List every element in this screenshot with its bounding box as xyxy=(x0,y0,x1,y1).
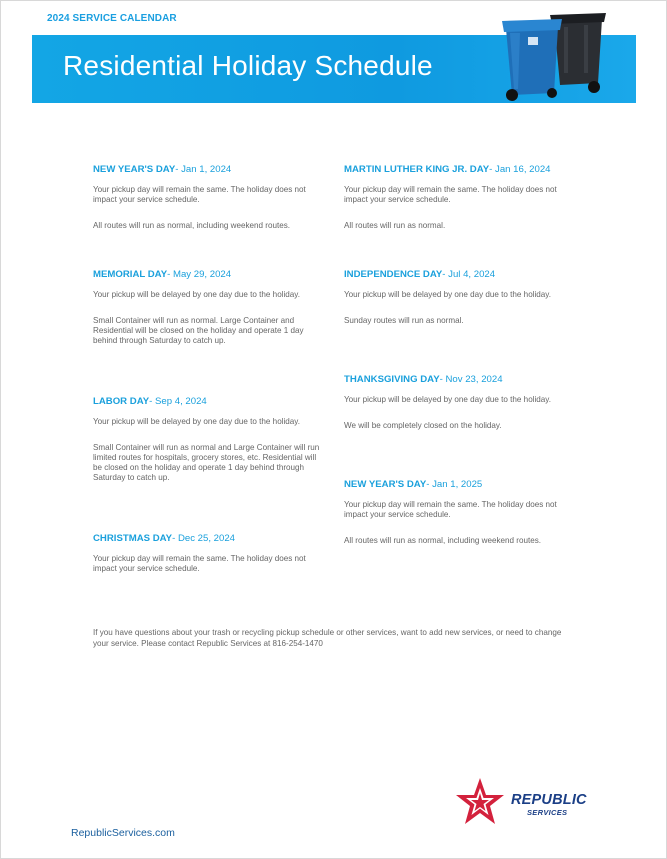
routes-note: Small Container will run as normal and Large Container will run limited routes for hospitals, grocery stores, etc. Residential will be closed on the holiday and operate 1 day behind through Saturday to catch up. xyxy=(93,443,320,482)
logo-subtext: SERVICES xyxy=(527,808,568,817)
holiday-heading xyxy=(344,479,580,491)
routes-note: All routes will run as normal. xyxy=(344,221,446,230)
holiday-entry-christmas xyxy=(93,533,325,574)
routes-note: All routes will run as normal, including weekend routes. xyxy=(93,221,291,230)
star-logo-icon xyxy=(454,776,506,828)
holiday-name: NEW YEAR'S DAY xyxy=(344,479,427,490)
holiday-heading xyxy=(344,164,580,176)
pickup-note: Your pickup will be delayed by one day due to the holiday. xyxy=(344,290,551,299)
holiday-name: INDEPENDENCE DAY xyxy=(344,269,443,280)
holiday-entry-new-years-2025 xyxy=(344,479,580,546)
routes-note: We will be completely closed on the holiday. xyxy=(344,421,502,430)
holiday-heading xyxy=(93,533,325,545)
holiday-date: - Jan 1, 2024 xyxy=(175,164,232,175)
holiday-date: - Dec 25, 2024 xyxy=(172,533,236,544)
holiday-entry-independence-day xyxy=(344,269,580,326)
holiday-entry-mlk-day xyxy=(344,164,580,231)
holiday-entry-labor-day xyxy=(93,396,325,483)
holiday-entry-thanksgiving xyxy=(344,374,580,431)
pickup-note: Your pickup will be delayed by one day due to the holiday. xyxy=(93,290,300,299)
calendar-tab-label: 2024 SERVICE CALENDAR xyxy=(47,13,177,24)
pickup-note: Your pickup day will remain the same. The holiday does not impact your service schedule. xyxy=(93,185,306,204)
pickup-note: Your pickup day will remain the same. The holiday does not impact your service schedule. xyxy=(344,185,557,204)
logo-wordmark: REPUBLIC xyxy=(511,792,587,808)
holiday-date: - Sep 4, 2024 xyxy=(149,396,207,407)
pickup-note: Your pickup will be delayed by one day due to the holiday. xyxy=(93,417,300,426)
holiday-date: - Jan 16, 2024 xyxy=(489,164,551,175)
holiday-date: - May 29, 2024 xyxy=(167,269,232,280)
holiday-date: - Jan 1, 2025 xyxy=(426,479,483,490)
trash-bins-image xyxy=(498,7,610,101)
routes-note: All routes will run as normal, including weekend routes. xyxy=(344,536,542,545)
holiday-heading xyxy=(93,269,325,281)
holiday-name: NEW YEAR'S DAY xyxy=(93,164,176,175)
holiday-name: THANKSGIVING DAY xyxy=(344,374,440,385)
pickup-note: Your pickup will be delayed by one day due to the holiday. xyxy=(344,395,551,404)
pickup-note: Your pickup day will remain the same. The holiday does not impact your service schedule. xyxy=(344,500,557,519)
holiday-date: - Nov 23, 2024 xyxy=(439,374,503,385)
holiday-heading xyxy=(344,269,580,281)
contact-note: If you have questions about your trash or recycling pickup schedule or other services, want to add new services, or need to change your service. Please contact Republic Services at 816-254-1470 xyxy=(93,628,562,648)
holiday-entry-memorial-day xyxy=(93,269,325,346)
republic-services-logo xyxy=(454,776,614,831)
page-title: Residential Holiday Schedule xyxy=(63,50,433,81)
blue-bin xyxy=(502,19,562,101)
holiday-name: MARTIN LUTHER KING JR. DAY xyxy=(344,164,490,175)
routes-note: Sunday routes will run as normal. xyxy=(344,316,464,325)
holiday-name: CHRISTMAS DAY xyxy=(93,533,173,544)
holiday-heading xyxy=(93,396,325,408)
pickup-note: Your pickup day will remain the same. The holiday does not impact your service schedule. xyxy=(93,554,306,573)
holiday-entry-new-years-2024 xyxy=(93,164,325,231)
holiday-heading xyxy=(93,164,325,176)
holiday-heading xyxy=(344,374,580,386)
website-link[interactable]: RepublicServices.com xyxy=(71,827,175,839)
holiday-name: MEMORIAL DAY xyxy=(93,269,168,280)
routes-note: Small Container will run as normal. Large Container and Residential will be closed on the holiday and operate 1 day behind through Saturday to catch up. xyxy=(93,316,304,345)
holiday-date: - Jul 4, 2024 xyxy=(442,269,496,280)
holiday-name: LABOR DAY xyxy=(93,396,150,407)
